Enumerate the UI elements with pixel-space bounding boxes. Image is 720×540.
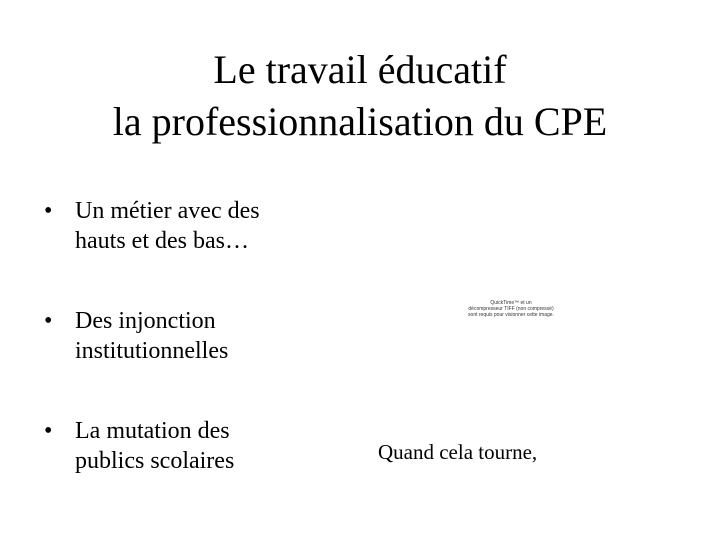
bullet-item-metier <box>40 196 340 256</box>
bullet-text-line-2: publics scolaires <box>75 448 235 474</box>
placeholder-text-line-1: QuickTime™ et un <box>490 300 532 306</box>
bullet-item-injonction <box>40 306 340 366</box>
bullet-dot-icon: • <box>44 198 53 224</box>
bullet-text-line-2: hauts et des bas… <box>75 228 249 254</box>
quicktime-image-placeholder <box>455 300 567 328</box>
slide-title-line-1: Le travail éducatif <box>213 47 507 92</box>
bullet-item-mutation <box>40 416 340 476</box>
bullet-dot-icon: • <box>44 308 53 334</box>
placeholder-text-line-3: sont requis pour visionner cette image. <box>468 312 554 318</box>
bullet-text-line-1: Un métier avec des <box>75 198 260 224</box>
bullet-text-line-2: institutionnelles <box>75 338 229 364</box>
bullet-text-line-1: La mutation des <box>75 418 230 444</box>
bullet-dot-icon: • <box>44 418 53 444</box>
placeholder-text-line-2: décompresseur TIFF (non compressé) <box>468 306 554 312</box>
slide-title-line-2: la professionnalisation du CPE <box>112 99 608 144</box>
bullet-text-line-1: Des injonction <box>75 308 216 334</box>
slide-title <box>40 44 680 148</box>
image-caption: Quand cela tourne, <box>378 440 538 464</box>
